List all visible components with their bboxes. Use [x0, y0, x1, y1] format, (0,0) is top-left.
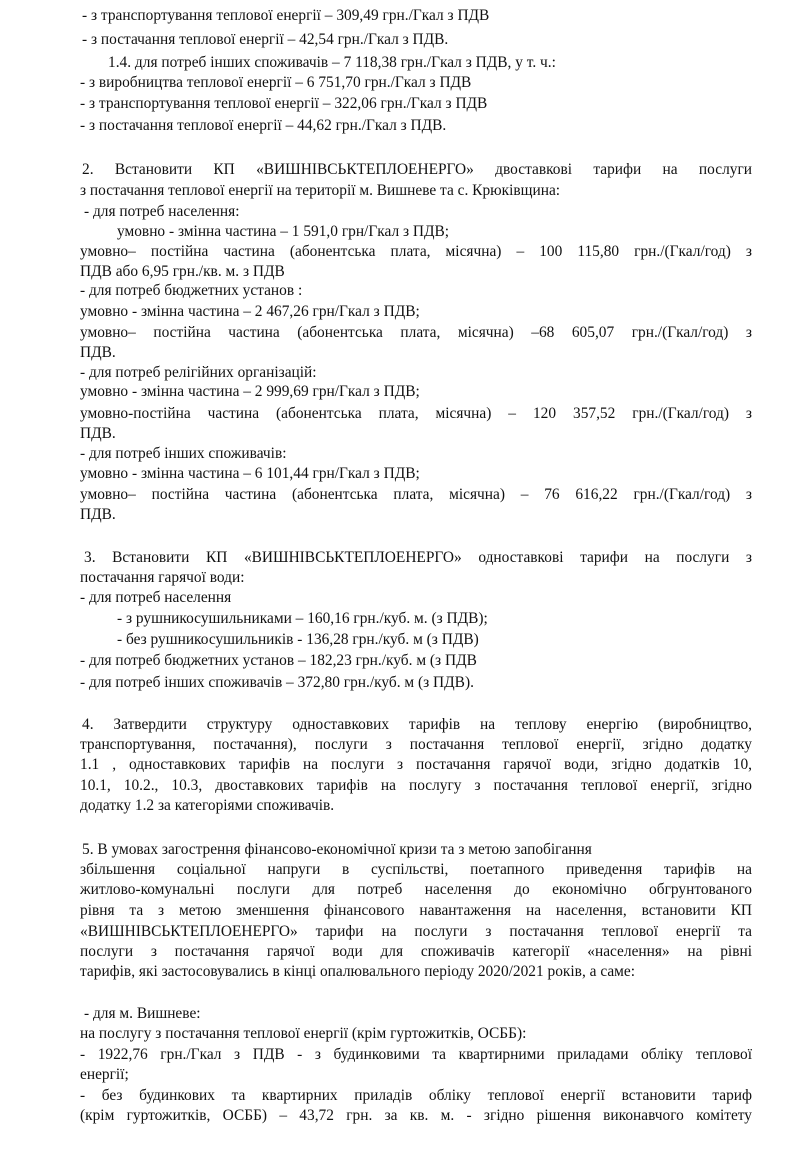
text-line: 1.4. для потреб інших споживачів – 7 118,38 грн./Гкал з ПДВ, у т. ч.: [108, 54, 556, 71]
text-line: на послугу з постачання теплової енергії (крім гуртожитків, ОСББ): [80, 1025, 527, 1042]
text-line: 2. Встановити КП «ВИШНІВСЬКТЕПЛОЕНЕРГО» двоставкові тарифи на послуги [82, 161, 752, 178]
text-line: - для потреб інших споживачів – 372,80 грн./куб. м (з ПДВ). [80, 674, 474, 691]
text-line: умовно - змінна частина – 2 467,26 грн/Гкал з ПДВ; [80, 303, 420, 320]
text-line: ПДВ. [80, 425, 116, 442]
text-line: постачання гарячої води: [80, 569, 245, 586]
text-line: додатку 1.2 за категоріями споживачів. [80, 797, 335, 814]
text-line: - для потреб релігійних організацій: [80, 364, 317, 381]
text-line: - для потреб бюджетних установ : [80, 282, 303, 299]
text-line: - для потреб бюджетних установ – 182,23 грн./куб. м (з ПДВ [80, 652, 477, 669]
text-line: - з транспортування теплової енергії – 309,49 грн./Гкал з ПДВ [82, 7, 490, 24]
text-line: - без рушникосушильників - 136,28 грн./куб. м (з ПДВ) [117, 631, 479, 648]
text-line: 1.1 , одноставкових тарифів на послуги з постачання гарячої води, згідно додатків 10, [80, 756, 752, 773]
text-line: 4. Затвердити структуру одноставкових тарифів на теплову енергію (виробництво, [82, 716, 752, 733]
text-line: ПДВ або 6,95 грн./кв. м. з ПДВ [80, 263, 285, 280]
text-line: - 1922,76 грн./Гкал з ПДВ - з будинковими та квартирними приладами обліку теплової [80, 1046, 752, 1063]
text-line: (крім гуртожитків, ОСББ) – 43,72 грн. за кв. м. - згідно рішення виконавчого комітету [80, 1107, 752, 1124]
text-line: - з рушникосушильниками – 160,16 грн./куб. м. (з ПДВ); [117, 610, 488, 627]
text-line: умовно-постійна частина (абонентська плата, місячна) – 120 357,52 грн./(Гкал/год) з [80, 405, 752, 422]
text-line: - для потреб інших споживачів: [80, 445, 287, 462]
text-line: рівня та з метою зменшення фінансового навантаження на населення, встановити КП [80, 902, 752, 919]
text-line: умовно– постійна частина (абонентська плата, місячна) – 76 616,22 грн./(Гкал/год) з [80, 486, 752, 503]
text-line: - з виробництва теплової енергії – 6 751,70 грн./Гкал з ПДВ [80, 74, 472, 91]
text-line: послуги з постачання гарячої води для споживачів категорії «населення» на рівні [80, 943, 752, 960]
text-line: ПДВ. [80, 344, 116, 361]
text-line: - для м. Вишневе: [84, 1005, 201, 1022]
text-line: 5. В умовах загострення фінансово-економічної кризи та з метою запобігання [82, 841, 592, 858]
text-line: умовно - змінна частина – 1 591,0 грн/Гкал з ПДВ; [117, 223, 450, 240]
text-line: - з постачання теплової енергії – 44,62 грн./Гкал з ПДВ. [80, 117, 447, 134]
text-line: - без будинкових та квартирних приладів обліку теплової енергії встановити тариф [80, 1087, 752, 1104]
text-line: - з транспортування теплової енергії – 322,06 грн./Гкал з ПДВ [80, 95, 488, 112]
text-line: тарифів, які застосовувались в кінці опалювального періоду 2020/2021 років, а саме: [80, 963, 636, 980]
text-line: - для потреб населення: [84, 203, 240, 220]
text-line: житлово-комунальні послуги для потреб населення до економічно обгрунтованого [80, 881, 752, 898]
text-line: умовно - змінна частина – 2 999,69 грн/Гкал з ПДВ; [80, 383, 420, 400]
text-line: з постачання теплової енергії на території м. Вишневе та с. Крюківщина: [80, 182, 561, 199]
text-line: транспортування, постачання), послуги з постачання теплової енергії, згідно додатку [80, 736, 752, 753]
text-line: умовно - змінна частина – 6 101,44 грн/Гкал з ПДВ; [80, 465, 420, 482]
text-line: «ВИШНІВСЬКТЕПЛОЕНЕРГО» тарифи на послуги з постачання теплової енергії та [80, 923, 752, 940]
text-line: умовно– постійна частина (абонентська плата, місячна) –68 605,07 грн./(Гкал/год) з [80, 324, 752, 341]
text-line: 10.1, 10.2., 10.3, двоставкових тарифів на послугу з постачання теплової енергії, згідно [80, 777, 752, 794]
text-line: ПДВ. [80, 506, 116, 523]
text-line: - для потреб населення [80, 589, 232, 606]
text-line: - з постачання теплової енергії – 42,54 грн./Гкал з ПДВ. [82, 31, 449, 48]
text-line: умовно– постійна частина (абонентська плата, місячна) – 100 115,80 грн./(Гкал/год) з [80, 243, 752, 260]
text-line: енергії; [80, 1066, 129, 1083]
text-line: збільшення соціальної напруги в суспільстві, поетапного приведення тарифів на [80, 861, 752, 878]
text-line: 3. Встановити КП «ВИШНІВСЬКТЕПЛОЕНЕРГО» одноставкові тарифи на послуги з [84, 549, 752, 566]
